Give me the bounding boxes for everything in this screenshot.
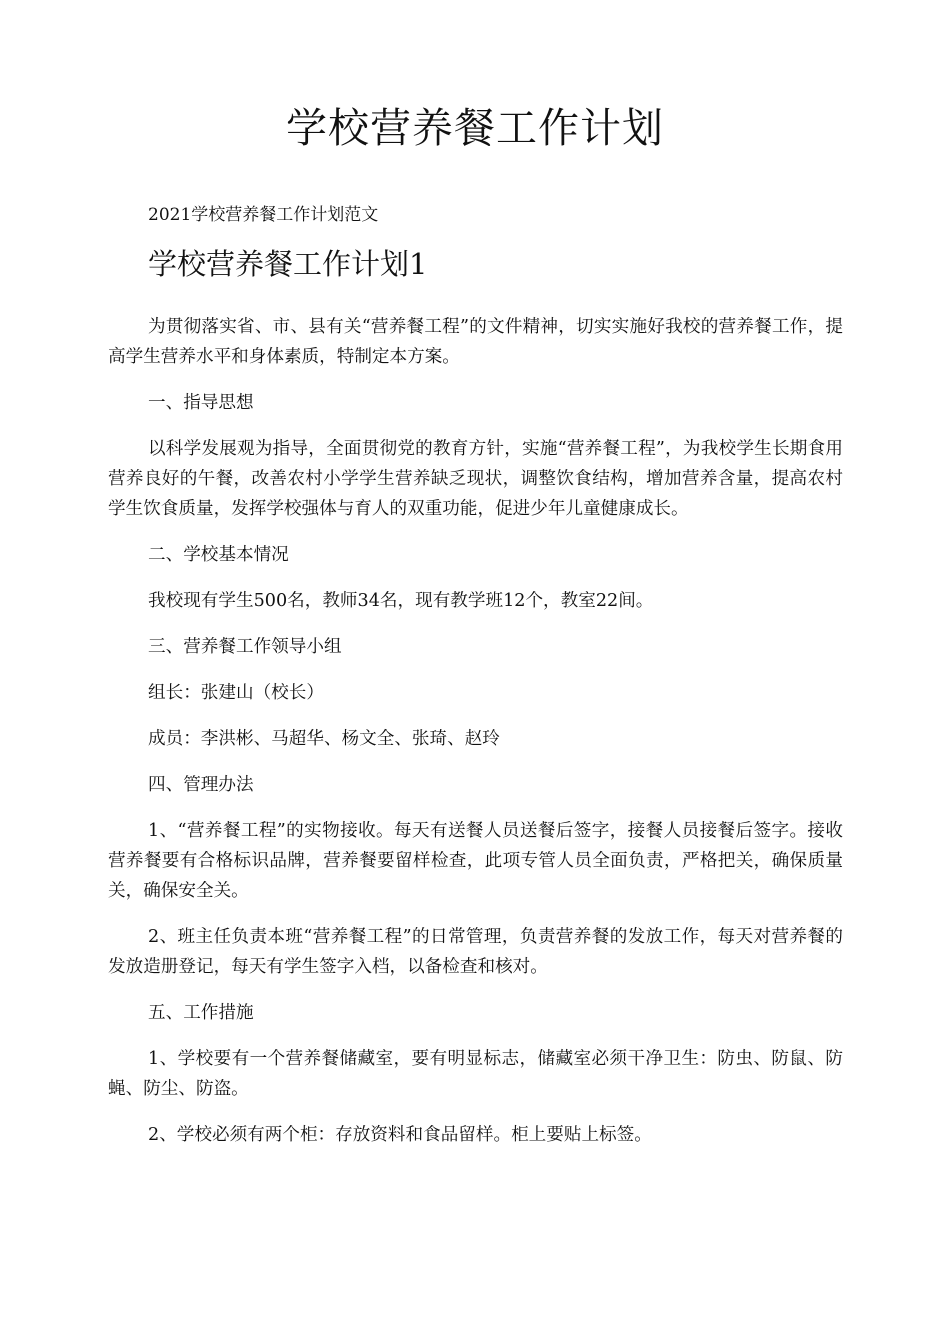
- measure-item-2: 2、学校必须有两个柜：存放资料和食品留样。柜上要贴上标签。: [148, 1125, 652, 1145]
- heading-guiding-principle: 一、指导思想: [148, 393, 254, 413]
- group-leader-line: 组长：张建山（校长）: [148, 683, 324, 703]
- management-item-2: 2、班主任负责本班“营养餐工程”的日常管理，负责营养餐的发放工作，每天对营养餐的发放造册登记，每天有学生签字入档，以备检查和核对。: [108, 927, 843, 977]
- management-item-1: 1、“营养餐工程”的实物接收。每天有送餐人员送餐后签字，接餐人员接餐后签字。接收营养餐要有合格标识品牌，营养餐要留样检查，此项专管人员全面负责，严格把关，确保质量关，确保安全关。: [108, 821, 843, 901]
- guiding-principle-paragraph: 以科学发展观为指导，全面贯彻党的教育方针，实施“营养餐工程”，为我校学生长期食用营养良好的午餐，改善农村小学学生营养缺乏现状，调整饮食结构，增加营养含量，提高农村学生饮食质量，发挥学校强体与育人的双重功能，促进少年儿童健康成长。: [108, 439, 843, 519]
- intro-paragraph: 为贯彻落实省、市、县有关“营养餐工程”的文件精神，切实实施好我校的营养餐工作，提高学生营养水平和身体素质，特制定本方案。: [108, 317, 843, 367]
- document-title: 学校营养餐工作计划: [286, 104, 664, 152]
- heading-work-measures: 五、工作措施: [148, 1003, 254, 1023]
- measure-item-1: 1、学校要有一个营养餐储藏室，要有明显标志，储藏室必须干净卫生：防虫、防鼠、防蝇、防尘、防盗。: [108, 1049, 843, 1099]
- heading-leadership-group: 三、营养餐工作领导小组: [148, 637, 342, 657]
- group-members-line: 成员：李洪彬、马超华、杨文全、张琦、赵玲: [148, 729, 500, 749]
- document-body: [108, 312, 843, 1166]
- document-subtitle: 2021学校营养餐工作计划范文: [148, 205, 379, 225]
- heading-school-info: 二、学校基本情况: [148, 545, 289, 565]
- heading-management: 四、管理办法: [148, 775, 254, 795]
- school-info-paragraph: 我校现有学生500名，教师34名，现有教学班12个，教室22间。: [148, 591, 654, 611]
- section-heading: 学校营养餐工作计划1: [148, 247, 428, 281]
